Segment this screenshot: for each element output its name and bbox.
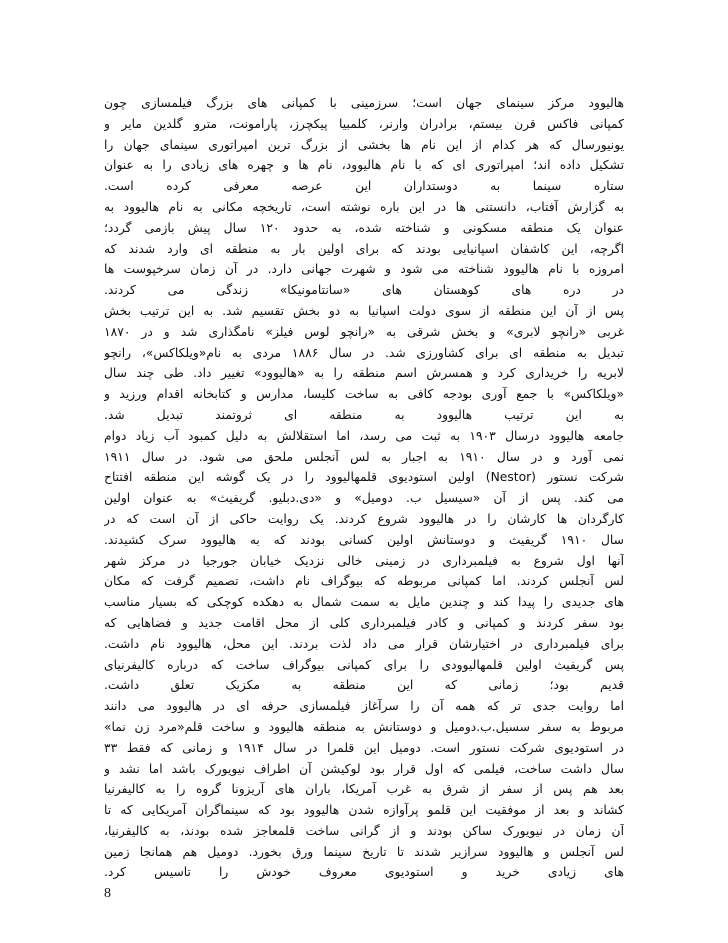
text-line: لس آنجلس و هالیوود سرازیر شدند تا تاریخ سینما ورق بخورد. دومیل هم همانجا زمین bbox=[104, 844, 624, 859]
text-line: یونیورسال که هر کدام از این نام ها بخشی از بزرگ ترین امپراتوری سینمای جهان را bbox=[104, 137, 624, 152]
text-line: پس از آن این منطقه از سوی دولت اسپانیا به دو بخش تقسیم شد. به این ترتیب بخش bbox=[104, 303, 624, 318]
text-line: هالیوود مرکز سینمای جهان است؛ سرزمینی با کمپانی های بزرگ فیلمسازی چون bbox=[104, 96, 624, 110]
text-line: لس آنجلس کردند. اما کمپانی مربوطه که بیوگراف نام داشت، تصمیم گرفت که مکان bbox=[104, 574, 624, 589]
body-text bbox=[104, 93, 624, 883]
text-line: به گزارش آفتاب، دانستنی ها در این باره نوشته است، تاریخچه مکانی به نام هالیوود به bbox=[104, 199, 624, 214]
text-line: تشکیل داده اند؛ امپراتوری ای که با نام هالیوود، نام ها و چهره های زیادی را به عنوان bbox=[104, 158, 624, 173]
text-line: کمپانی فاکس قرن بیستم، برادران وارنر، کلمبیا پیکچرز، پارامونت، مترو گلدین مایر و bbox=[104, 116, 624, 131]
text-line: مربوط به سفر سسیل.ب.دومیل و دوستانش به منطقه هالیوود و ساخت قلم«مرد زن نما» bbox=[104, 719, 624, 734]
text-line: آن زمان در نیویورک ساکن بودند و از گرانی ساخت قلمعاجز شده بودند، به کالیفرنیا، bbox=[104, 823, 624, 838]
text-line: قدیم بود؛ زمانی که این منطقه به مکزیک تعلق داشت. bbox=[104, 678, 624, 693]
text-line: شرکت نستور (Nestor) اولین استودیوی قلمهالیوود را در یک گوشه این منطقه افتتاح bbox=[104, 470, 624, 485]
text-line: های زیادی خرید و استودیوی معروف خودش را تاسیس کرد. bbox=[104, 865, 624, 880]
text-line: نمی آورد و در سال ۱۹۱۰ به اجبار به لس آنجلس ملحق می شود. در سال ۱۹۱۱ bbox=[104, 449, 624, 464]
text-line: جامعه هالیوود درسال ۱۹۰۳ به ثبت می رسد، اما استقلالش به دلیل کمبود آب زیاد دوام bbox=[104, 428, 624, 443]
text-line: امروزه با نام هالیوود شناخته می شود و شهرت جهانی دارد. در آن زمان سرخپوست ها bbox=[104, 262, 624, 277]
text-line: اما روایت جدی تر که همه آن را سرآغاز فیلمسازی حرفه ای در هالیوود می دانند bbox=[104, 699, 624, 714]
text-line: ستاره سینما به دوستداران این عرصه معرفی کرده است. bbox=[104, 179, 624, 194]
text-line: بعد هم پس از سفر از شرق به غرب آمریکا، باران های آریزونا گروه را به کالیفرنیا bbox=[104, 782, 624, 797]
text-line: می کند. پس از آن «سیسیل ب. دومیل» و «دی.دبلیو. گریفیث» به عنوان اولین bbox=[104, 491, 624, 506]
text-line: غربی «رانچو لابری» و بخش شرقی به «رانچو لوس فیلز» نامگذاری شد و در ۱۸۷۰ bbox=[104, 324, 624, 339]
page-number: 8 bbox=[104, 886, 111, 901]
text-line: برای فیلمبرداری در اختیارشان قرار می داد لذت بردند. این محل، هالیوود نام داشت. bbox=[104, 636, 624, 651]
text-line: بود سفر کردند و کمپانی و کادر فیلمبرداری کلی از محل اقامت جدید و فضاهایی که bbox=[104, 615, 624, 630]
text-line: در استودیوی شرکت نستور است. دومیل این قلمرا در سال ۱۹۱۴ و زمانی که فقط ۳۳ bbox=[104, 740, 624, 755]
text-line: «ویلکاکس» با جمع آوری بودجه کافی به ساخت کلیسا، مدارس و کتابخانه اقدام ورزید و bbox=[104, 387, 624, 402]
text-line: کارگردان ها کارشان را در هالیوود شروع کردند. یک روایت حاکی از آن است که در bbox=[104, 511, 624, 526]
text-line: تبدیل به منطقه ای برای کشاورزی شد. در سال ۱۸۸۶ مردی به نام«ویلکاکس»، رانچو bbox=[104, 345, 624, 360]
text-line: آنها اول شروع به فیلمبرداری در زمینی خالی نزدیک خیابان جورجیا در مرکز شهر bbox=[104, 553, 624, 568]
text-line: پس گریفیث اولین قلمهالیوودی را برای کمپانی بیوگراف ساخت که درباره کالیفرنیای bbox=[104, 657, 624, 672]
text-line: به این ترتیب هالیوود به منطقه ای ثروتمند تبدیل شد. bbox=[104, 407, 624, 422]
text-line: در دره های کوهستان های «سانتامونیکا» زندگی می کردند. bbox=[104, 283, 624, 298]
text-line: کشاند و بعد از موفقیت این قلمو پرآوازه شدن هالیوود بود که سینماگران آمریکایی که تا bbox=[104, 803, 624, 818]
text-line: لابریه را خریداری کرد و همسرش اسم منطقه را به «هالیوود» تغییر داد. طی چند سال bbox=[104, 366, 624, 381]
text-line: عنوان یک منطقه مسکونی و شناخته شده، به حدود ۱۲۰ سال پیش بازمی گردد؛ bbox=[104, 220, 624, 235]
text-line: اگرچه، این کاشفان اسپانیایی بودند که برای اولین بار به منطقه ای وارد شدند که bbox=[104, 241, 624, 256]
text-line: سال داشت ساخت، فیلمی که اول قرار بود لوکیشن آن اطراف نیویورک باشد اما نشد و bbox=[104, 761, 624, 776]
text-line: های جدیدی را پیدا کند و چندین مایل به سمت شمال به دهکده کوچکی که بسیار مناسب bbox=[104, 595, 624, 610]
text-line: سال ۱۹۱۰ گریفیث و دوستانش اولین کسانی بودند که به هالیوود سرک کشیدند. bbox=[104, 532, 624, 547]
